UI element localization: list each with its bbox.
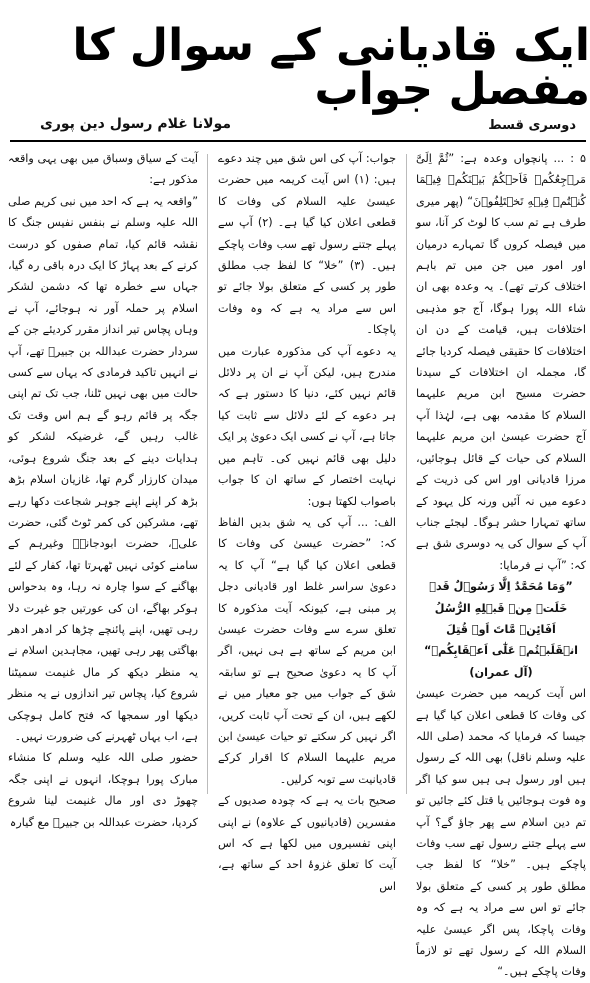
article-headline: ایک قادیانی کے سوال کا مفصل جواب <box>72 19 590 115</box>
column-left <box>8 148 198 829</box>
author-name: مولانا غلام رسول دین پوری <box>40 116 232 132</box>
paragraph: ۵ : ... پانچواں وعدہ ہے: ”ثُمَّ اِلَیَّ مَرۡجِعُکُمۡ فَاَحۡکُمُ بَیۡنَکُمۡ فِیۡمَا کُنۡتُمۡ فِیۡهِ تَخۡتَلِفُوۡنَ“ (پھر میری طرف ہے تم سب کا لوٹ کر آنا، سو میں فیصلہ کروں گا تمہارے درمیان اور امور میں جن میں تم باہم اختلاف کرتے تھے)۔ یہ وعدہ بھی ان شاء اللہ پورا ہوگا، آج جو مذہبی اختلافات ہیں، قیامت کے دن ان اختلافات کا حقیقی فیصلہ کردیا جائے گا، مجملہ ان اختلافات کے سیدنا حضرت مسیح ابن مریم علیہما السلام کا مقدمہ بھی ہے، لہٰذا آپ آج حضرت عیسیٰ ابن مریم علیہما السلام کی حیات کے قائل ہوجائیں، مرزا قادیانی اور اس کی ذریت کے دعوے میں نہ آئیں ورنہ کل یہود کے ساتھ تمہارا حشر ہوگا۔ لیجئے جناب آپ کے سوال کی یہ دوسری شق ہے کہ: ”آپ نے فرمایا: <box>416 152 586 572</box>
column-middle <box>218 148 397 893</box>
paragraph: صحیح بات یہ ہے کہ چودہ صدیوں کے مفسرین (قادیانیوں کے علاوہ) نے اپنی اپنی تفسیروں میں لکھا ہے کہ اس آیت کا تعلق غزوۂ احد کے ساتھ ہے، اس <box>218 794 396 893</box>
paragraph: اس آیت کریمہ میں حضرت عیسیٰ کی وفات کا قطعی اعلان کیا گیا ہے جیسا کہ فرمایا کہ محمد (صلی اللہ علیہ وسلم ناقل) بھی اللہ کے رسول ہیں اور رسول ہی ہیں سو کیا اگر وہ فوت ہوجائیں یا قتل کئے جائیں تو تم دین اسلام سے پھر جاؤ گے؟ آپ سے پہلے جتنے رسول تھے سب وفات پاچکے ہیں۔ ”خلا“ کا لفظ جب مطلق طور پر کسی کے متعلق بولا جائے تو اس سے مراد یہ ہے کہ وہ وفات پاچکا، پس اگر عیسیٰ علیہ السلام اللہ کے رسول تھے تو لازماً وفات پاچکے ہیں۔“ <box>416 687 586 979</box>
paragraph: آیت کے سیاق وسباق میں بھی یہی واقعہ مذکور ہے: <box>8 152 198 187</box>
article-body <box>8 148 586 979</box>
column-divider <box>406 154 407 794</box>
column-divider <box>207 154 208 794</box>
header-rule <box>10 140 586 142</box>
quran-verse: ”وَمَا مُحَمَّدٌ اِلَّا رَسُوۡلٌ قَدۡ خَلَتۡ مِنۡ قَبۡلِهِ الرُّسُلُ اَفَائِنۡ مَّاتَ اَوۡ قُتِلَ انۡقَلَبۡتُمۡ عَلٰٓی اَعۡقَابِکُمۡ“ (آل عمران) <box>423 580 578 679</box>
paragraph: الف: ... آپ کی یہ شق بدیں الفاظ کہ: ”حضرت عیسیٰ کی وفات کا قطعی اعلان کیا گیا ہے“ آپ کا یہ دعویٰ سراسر غلط اور قادیانی دجل پر مبنی ہے، کیونکہ آیت مذکورہ کا تعلق سرے سے وفات حضرت عیسیٰ ابن مریم کے ساتھ ہے ہی نہیں، اگر آپ کا یہ دعویٰ صحیح ہے تو سابقہ شق کے جواب میں جو معیار میں نے لکھے ہیں، ان کے تحت آپ ثابت کریں، اگر نہیں کر سکتے تو حیات عیسیٰ ابن مریم علیہما السلام کا اقرار کرکے قادیانیت سے توبہ کرلیں۔ <box>218 515 396 786</box>
paragraph: یہ دعوے آپ کی مذکورہ عبارت میں مندرج ہیں، لیکن آپ نے ان پر دلائل قائم نہیں کئے، دنیا کا دستور ہے کہ ہر دعوے کے لئے دلائل سے ثابت کیا جاتا ہے، آپ نے کسی ایک دعویٰ پر ایک دلیل بھی قائم نہیں کی۔ تاہم میں نہایت اختصار کے ساتھ ان کا جواب باصواب لکھتا ہوں: <box>218 344 396 508</box>
byline-row <box>0 114 590 138</box>
column-right <box>416 148 586 979</box>
paragraph: حضور صلی اللہ علیہ وسلم کا منشاء مبارک پورا ہوچکا، انہوں نے اپنی جگہ چھوڑ دی اور مال غنیمت لینا شروع کردیا، حضرت عبداللہ بن جبیرؓ مع گیارہ <box>8 751 198 829</box>
installment-label: دوسری قسط <box>488 118 576 133</box>
paragraph: ”واقعہ یہ ہے کہ احد میں نبی کریم صلی اللہ علیہ وسلم نے بنفس نفیس جنگ کا نقشہ قائم کیا، تمام صفوں کو درست کرنے کے بعد پہاڑ کا ایک درہ باقی رہ گیا، جہاں سے خطرہ تھا کہ دشمن لشکر اسلام پر حملہ آور نہ ہوجائے، آپ نے وہاں پچاس تیر انداز مقرر کردیئے جن کے سردار حضرت عبداللہ بن جبیرؓ تھے، آپ نے انہیں تاکید فرمادی کہ یہاں سے کسی حالت میں بھی نہیں ٹلنا، جب تک تم اپنی جگہ پر قائم رہو گے ہم اس وقت تک غالب رہیں گے، غرضیکہ لشکر کو ہدایات دینے کے بعد جنگ شروع ہوئی، میدان کارزار گرم تھا، غازیان اسلام بڑھ بڑھ کر اپنے اپنے جوہر شجاعت دکھا رہے تھے، مشرکین کی کمر ٹوٹ گئی، حضرت علیؓ، حضرت ابودجانہؓ وغیرہم کے سامنے کوئی نہیں ٹھہرتا تھا، کفار کے لئے بھاگنے کے سوا چارہ نہ رہا، وہ بدحواس ہوکر بھاگے، ان کی عورتیں جو غیرت دلا رہی تھیں، اپنے پائنچے چڑھا کر ادھر ادھر بھاگتی پھر رہی تھیں، مجاہدین اسلام نے یہ منظر دیکھ کر مال غنیمت سمیٹنا شروع کیا، پچاس تیر اندازوں نے یہ منظر دیکھا اور سمجھا کہ فتح کامل ہوچکی ہے، اب یہاں ٹھہرنے کی ضرورت نہیں۔ <box>8 194 198 743</box>
paragraph: جواب: آپ کی اس شق میں چند دعوے ہیں: (۱) اس آیت کریمہ میں حضرت عیسیٰ علیہ السلام کی وفات کا قطعی اعلان کیا گیا ہے۔ (۲) آپ سے پہلے جتنے رسول تھے سب وفات پاچکے ہیں۔ (۳) ”خلا“ کا لفظ جب مطلق طور پر کسی کے متعلق بولا جائے تو اس سے مراد یہ ہے کہ وہ وفات پاچکا۔ <box>218 152 397 337</box>
